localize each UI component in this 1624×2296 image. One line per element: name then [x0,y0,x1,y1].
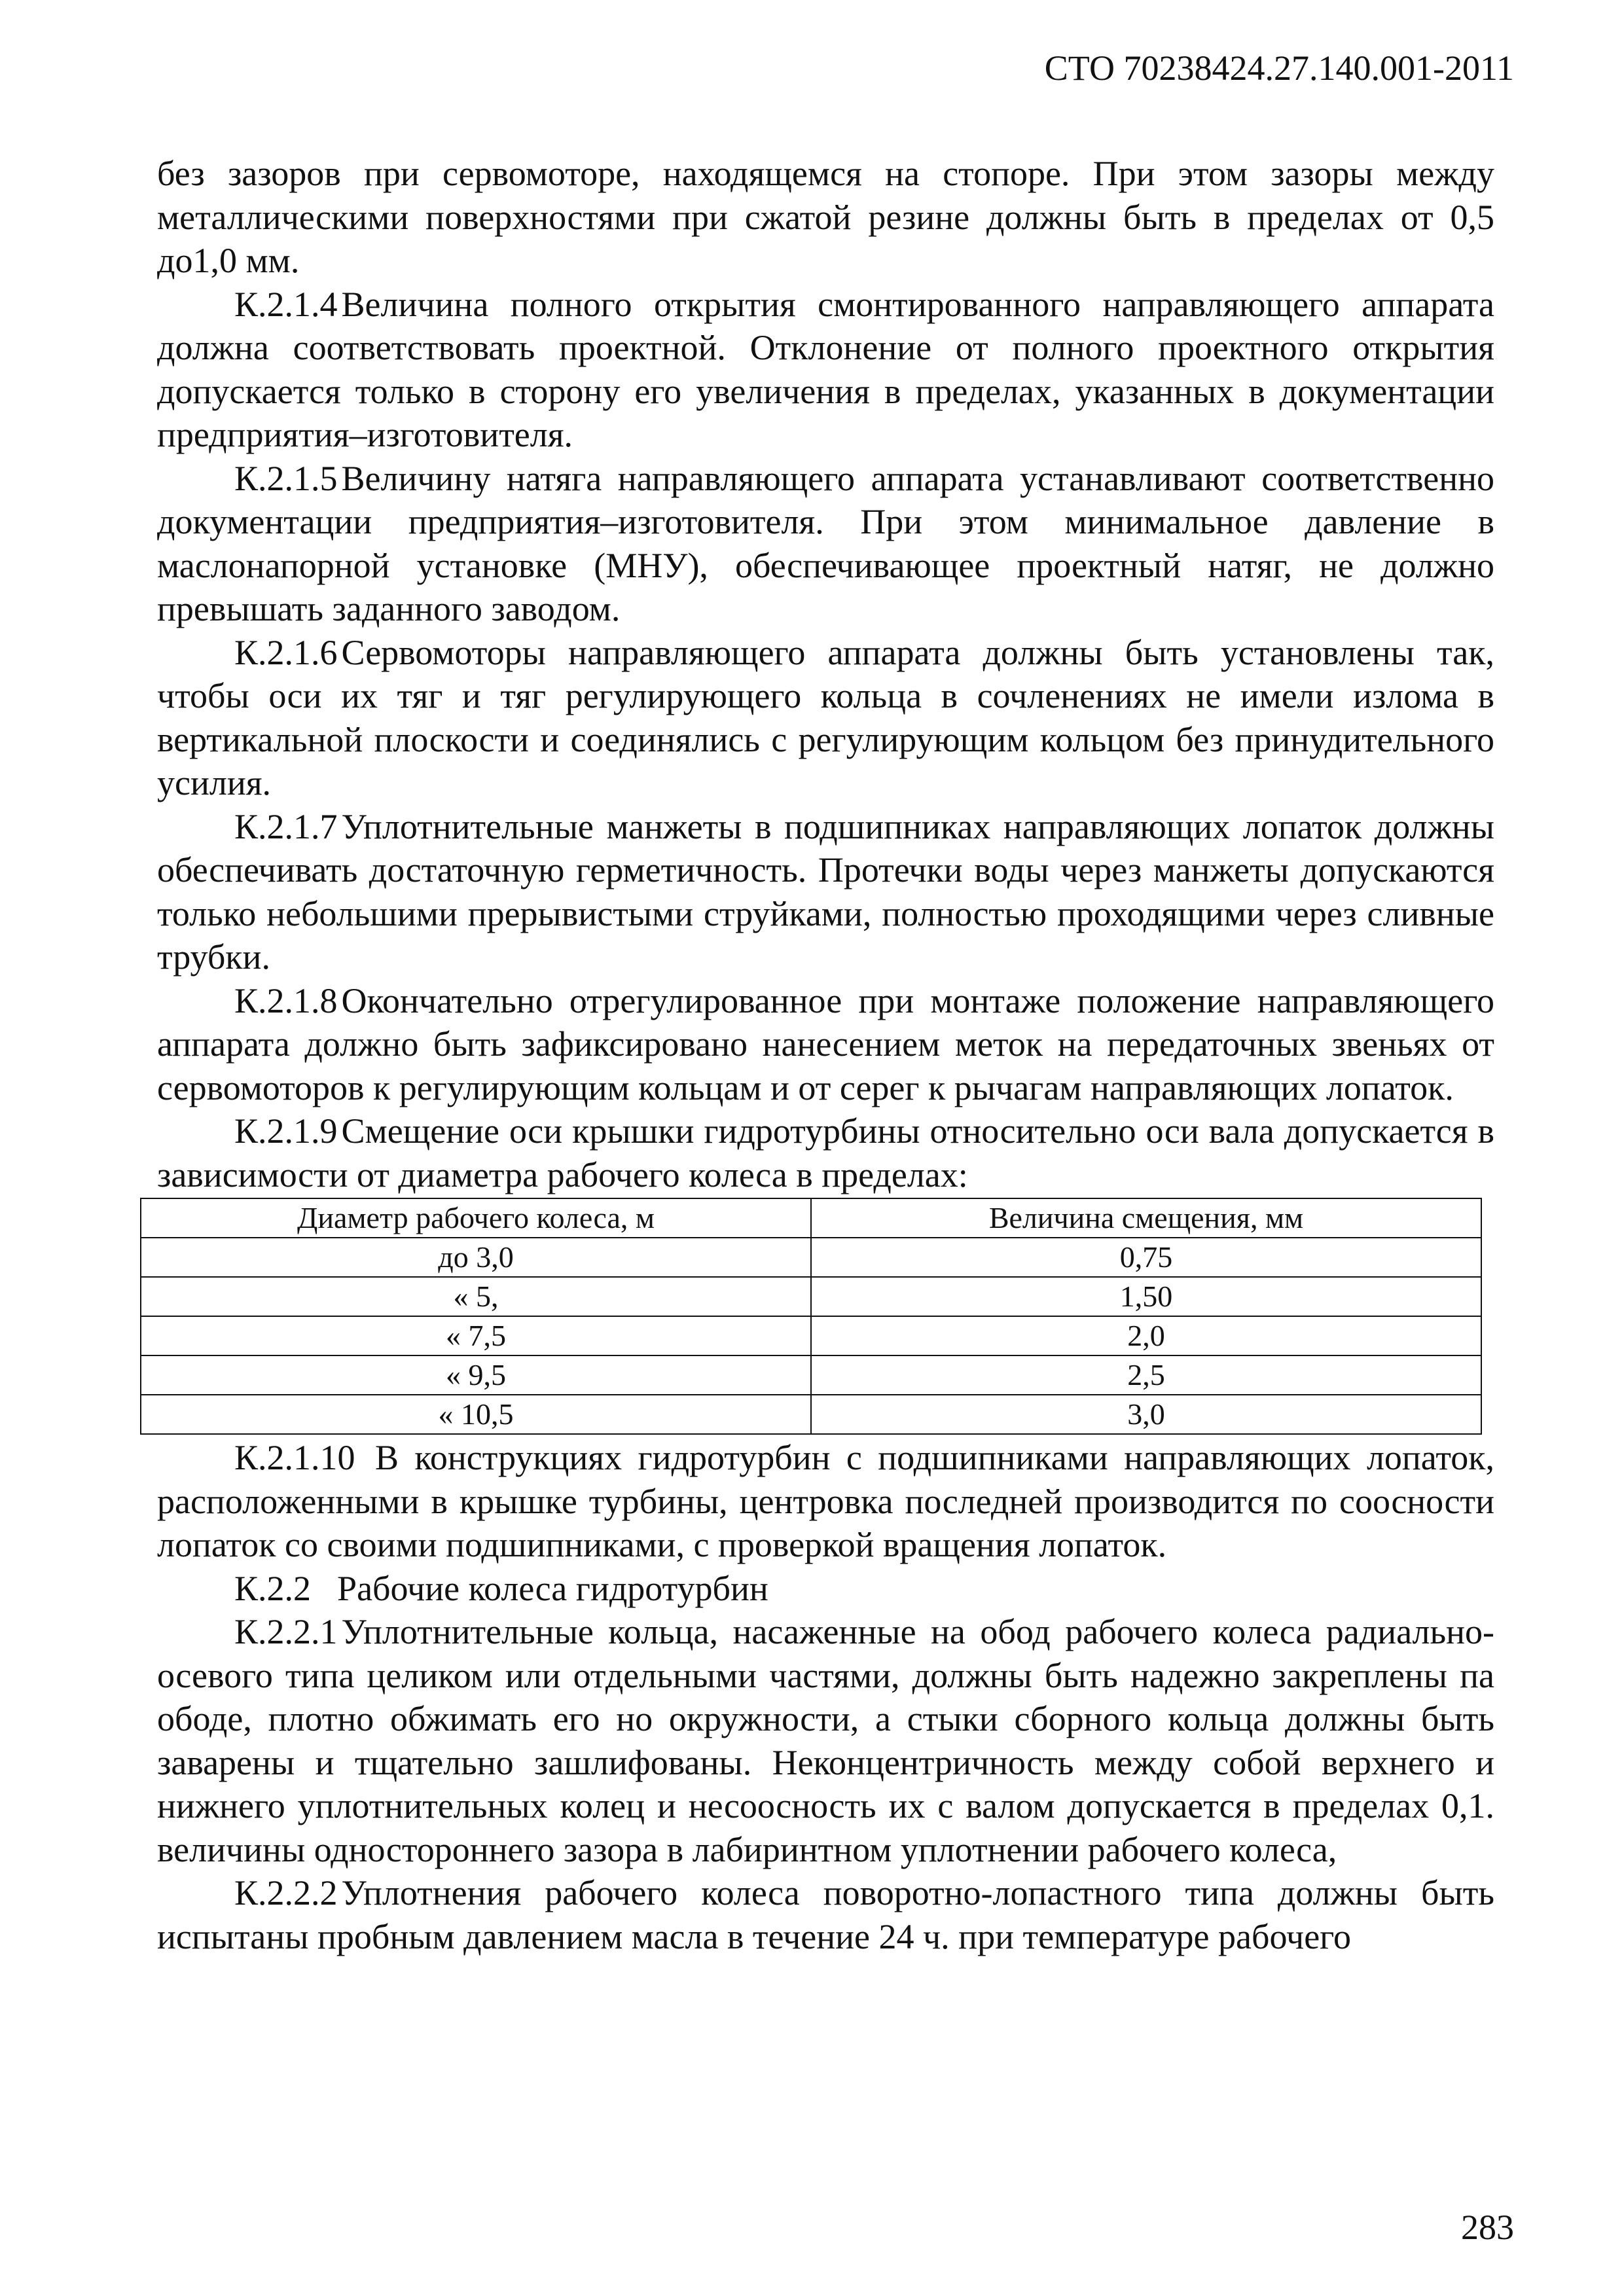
table-cell-diameter: до 3,0 [141,1238,811,1277]
table-row [141,1355,1481,1395]
document-body [157,152,1494,1958]
clause-k-2-1-5 [157,457,1494,631]
clause-number: К.2.2.2 [234,1873,338,1912]
table-header-row [141,1198,1481,1238]
clause-number: К.2.1.8 [234,980,338,1020]
clause-k-2-2-2 [157,1871,1494,1958]
table-row [141,1277,1481,1316]
table-header-offset: Величина смещения, мм [811,1198,1481,1238]
clause-number: К.2.1.5 [234,458,338,498]
table-row [141,1316,1481,1355]
table-cell-offset: 0,75 [811,1238,1481,1277]
table-cell-diameter: « 5, [141,1277,811,1316]
paragraph-text: без зазоров при сервомоторе, находящемся на стопоре. При этом зазоры между металлическими поверхностями при сжатой резине должны быть в пределах от 0,5 до1,0 мм. [157,154,1494,280]
table-cell-offset: 1,50 [811,1277,1481,1316]
clause-number: К.2.1.9 [234,1111,338,1151]
clause-number: К.2.1.10 [234,1438,355,1477]
clause-k-2-1-8 [157,979,1494,1110]
offset-table [140,1198,1482,1435]
table-cell-offset: 3,0 [811,1395,1481,1434]
clause-k-2-1-7 [157,805,1494,979]
section-title: Рабочие колеса гидротурбин [337,1568,768,1608]
page-number: 283 [1461,2208,1514,2248]
clause-number: К.2.2.1 [234,1612,338,1651]
clause-text: Сервомоторы направляющего аппарата должны быть установлены так, чтобы оси их тяг и тяг регулирующего кольца в сочленениях не имели излома в вертикальной плоскости и соединялись с регулирующим кольцом без принудительного усилия. [157,632,1494,802]
clause-number: К.2.1.7 [234,806,338,846]
clause-number: К.2.1.4 [234,284,338,324]
table-header-diameter: Диаметр рабочего колеса, м [141,1198,811,1238]
clause-k-2-1-9 [157,1109,1494,1196]
clause-text: Величина полного открытия смонтированного направляющего аппарата должна соответствовать проектной. Отклонение от полного проектного открытия допускается только в сторону его увеличения в пределах, указанных в документации предприятия–изготовителя. [157,284,1494,454]
section-k-2-2-heading [157,1567,1494,1611]
clause-k-2-2-1 [157,1610,1494,1871]
table-cell-diameter: « 10,5 [141,1395,811,1434]
clause-k-2-1-6 [157,631,1494,805]
paragraph-continuation [157,152,1494,283]
table-cell-diameter: « 9,5 [141,1355,811,1395]
section-number: К.2.2 [234,1568,312,1608]
table-cell-offset: 2,0 [811,1316,1481,1355]
clause-text: Величину натяга направляющего аппарата устанавливают соответственно документации предприятия–изготовителя. При этом минимальное давление в маслонапорной установке (МНУ), обеспечивающее проектный натяг, не должно превышать заданного заводом. [157,458,1494,628]
clause-text: Окончательно отрегулированное при монтаже положение направляющего аппарата должно быть зафиксировано нанесением меток на передаточных звеньях от сервомоторов к регулирующим кольцам и от серег к рычагам направляющих лопаток. [157,980,1494,1107]
clause-text: Уплотнения рабочего колеса поворотно-лопастного типа должны быть испытаны пробным давлением масла в течение 24 ч. при температуре рабочего [157,1873,1494,1956]
document-code-header: СТО 70238424.27.140.001-2011 [1044,48,1514,88]
clause-text: Уплотнительные кольца, насаженные на обод рабочего колеса радиально-осевого типа целиком или отдельными частями, должны быть надежно закреплены па ободе, плотно обжимать его но окружности, а стыки сборного кольца должны быть заварены и тщательно зашлифованы. Неконцентричность между собой верхнего и нижнего уплотнительных колец и несоосность их с валом допускается в пределах 0,1. величины одностороннего зазора в лабиринтном уплотнении рабочего колеса, [157,1612,1494,1869]
clause-number: К.2.1.6 [234,632,338,672]
clause-text: Уплотнительные манжеты в подшипниках направляющих лопаток должны обеспечивать достаточную герметичность. Протечки воды через манжеты допускаются только небольшими прерывистыми струйками, полностью проходящими через сливные трубки. [157,806,1494,977]
clause-text: В конструкциях гидротурбин с подшипниками направляющих лопаток, расположенными в крышке турбины, центровка последней производится по соосности лопаток со своими подшипниками, с проверкой вращения лопаток. [157,1438,1494,1564]
clause-text: Смещение оси крышки гидротурбины относительно оси вала допускается в зависимости от диаметра рабочего колеса в пределах: [157,1111,1494,1194]
table-cell-offset: 2,5 [811,1355,1481,1395]
table-cell-diameter: « 7,5 [141,1316,811,1355]
clause-k-2-1-10 [157,1436,1494,1567]
table-row [141,1238,1481,1277]
table-row [141,1395,1481,1434]
clause-k-2-1-4 [157,283,1494,457]
